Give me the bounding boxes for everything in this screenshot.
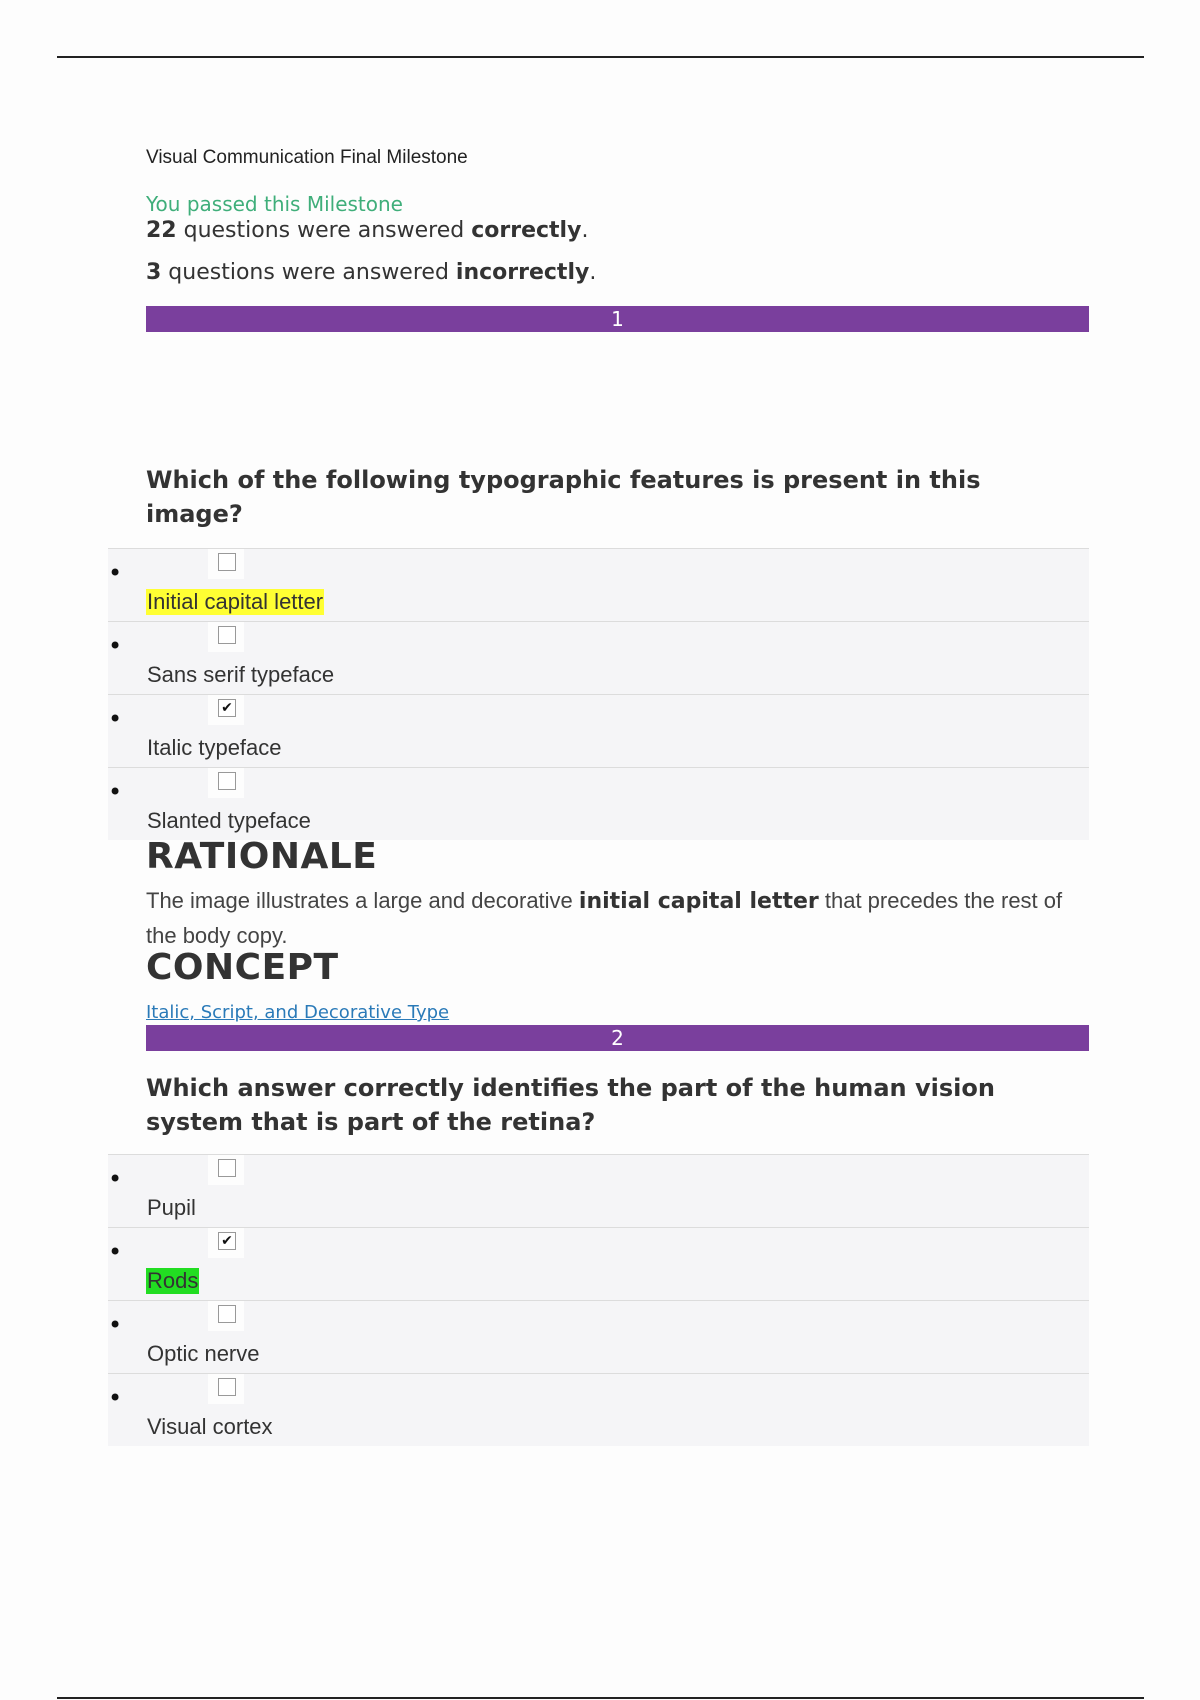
incorrect-count: 3 (146, 260, 162, 285)
option-item[interactable] (108, 1373, 1089, 1446)
document-title: Visual Communication Final Milestone (146, 147, 468, 168)
option-checkbox[interactable] (218, 1305, 236, 1323)
option-checkbox-checked[interactable] (218, 1232, 236, 1250)
question-2-text: Which answer correctly identifies the part of the human vision system that is part of the retina? (146, 1074, 995, 1136)
bottom-rule (57, 1697, 1144, 1699)
option-label: Optic nerve (147, 1341, 260, 1366)
option-label: Initial capital letter (147, 589, 324, 614)
option-item[interactable] (108, 694, 1089, 767)
correct-word: correctly (471, 218, 582, 243)
option-item[interactable] (108, 1154, 1089, 1227)
passed-message: You passed this Milestone (146, 192, 403, 216)
bullet-icon: • (108, 1311, 123, 1339)
top-rule (57, 56, 1144, 58)
bullet-icon: • (108, 778, 123, 806)
incorrect-word: incorrectly (455, 260, 590, 285)
concept-link[interactable]: Italic, Script, and Decorative Type (146, 1002, 450, 1023)
rationale-bold: initial capital letter (578, 889, 819, 914)
bullet-icon: • (108, 632, 123, 660)
check-icon: ✔ (221, 1233, 233, 1249)
option-checkbox[interactable] (218, 1378, 236, 1396)
option-checkbox[interactable] (218, 1159, 236, 1177)
option-label: Visual cortex (147, 1414, 273, 1439)
bullet-icon: • (108, 1384, 123, 1412)
correct-text: questions were answered (176, 218, 472, 243)
option-checkbox[interactable] (218, 553, 236, 571)
option-checkbox-checked[interactable] (218, 699, 236, 717)
option-item[interactable] (108, 1300, 1089, 1373)
option-label: Italic typeface (147, 735, 282, 760)
correct-count: 22 (146, 218, 177, 243)
option-label: Slanted typeface (147, 808, 311, 833)
incorrect-text: questions were answered (161, 260, 456, 285)
option-checkbox[interactable] (218, 772, 236, 790)
incorrect-summary: 3 questions were answered incorrectly. (146, 260, 597, 285)
bullet-icon: • (108, 1165, 123, 1193)
rationale-text: The image illustrates a large and decorative initial capital letter that precedes the rest of the body copy. (146, 888, 1063, 948)
concept-heading: CONCEPT (146, 947, 339, 988)
question-2-options (108, 1154, 1089, 1446)
option-item[interactable] (108, 621, 1089, 694)
option-item[interactable] (108, 1227, 1089, 1300)
correct-summary: 22 questions were answered correctly. (146, 218, 589, 243)
check-icon: ✔ (221, 700, 233, 716)
option-item[interactable] (108, 548, 1089, 621)
bullet-icon: • (108, 1238, 123, 1266)
bullet-icon: • (108, 705, 123, 733)
question-1-options (108, 548, 1089, 840)
rationale-heading: RATIONALE (146, 836, 378, 877)
option-label: Sans serif typeface (147, 662, 335, 687)
option-checkbox[interactable] (218, 626, 236, 644)
question-2-bar: 2 (146, 1025, 1089, 1051)
option-label: Pupil (147, 1195, 196, 1220)
bullet-icon: • (108, 559, 123, 587)
option-label: Rods (147, 1268, 199, 1293)
question-1-text: Which of the following typographic features is present in this image? (146, 466, 981, 528)
option-item[interactable] (108, 767, 1089, 840)
question-1-bar: 1 (146, 306, 1089, 332)
